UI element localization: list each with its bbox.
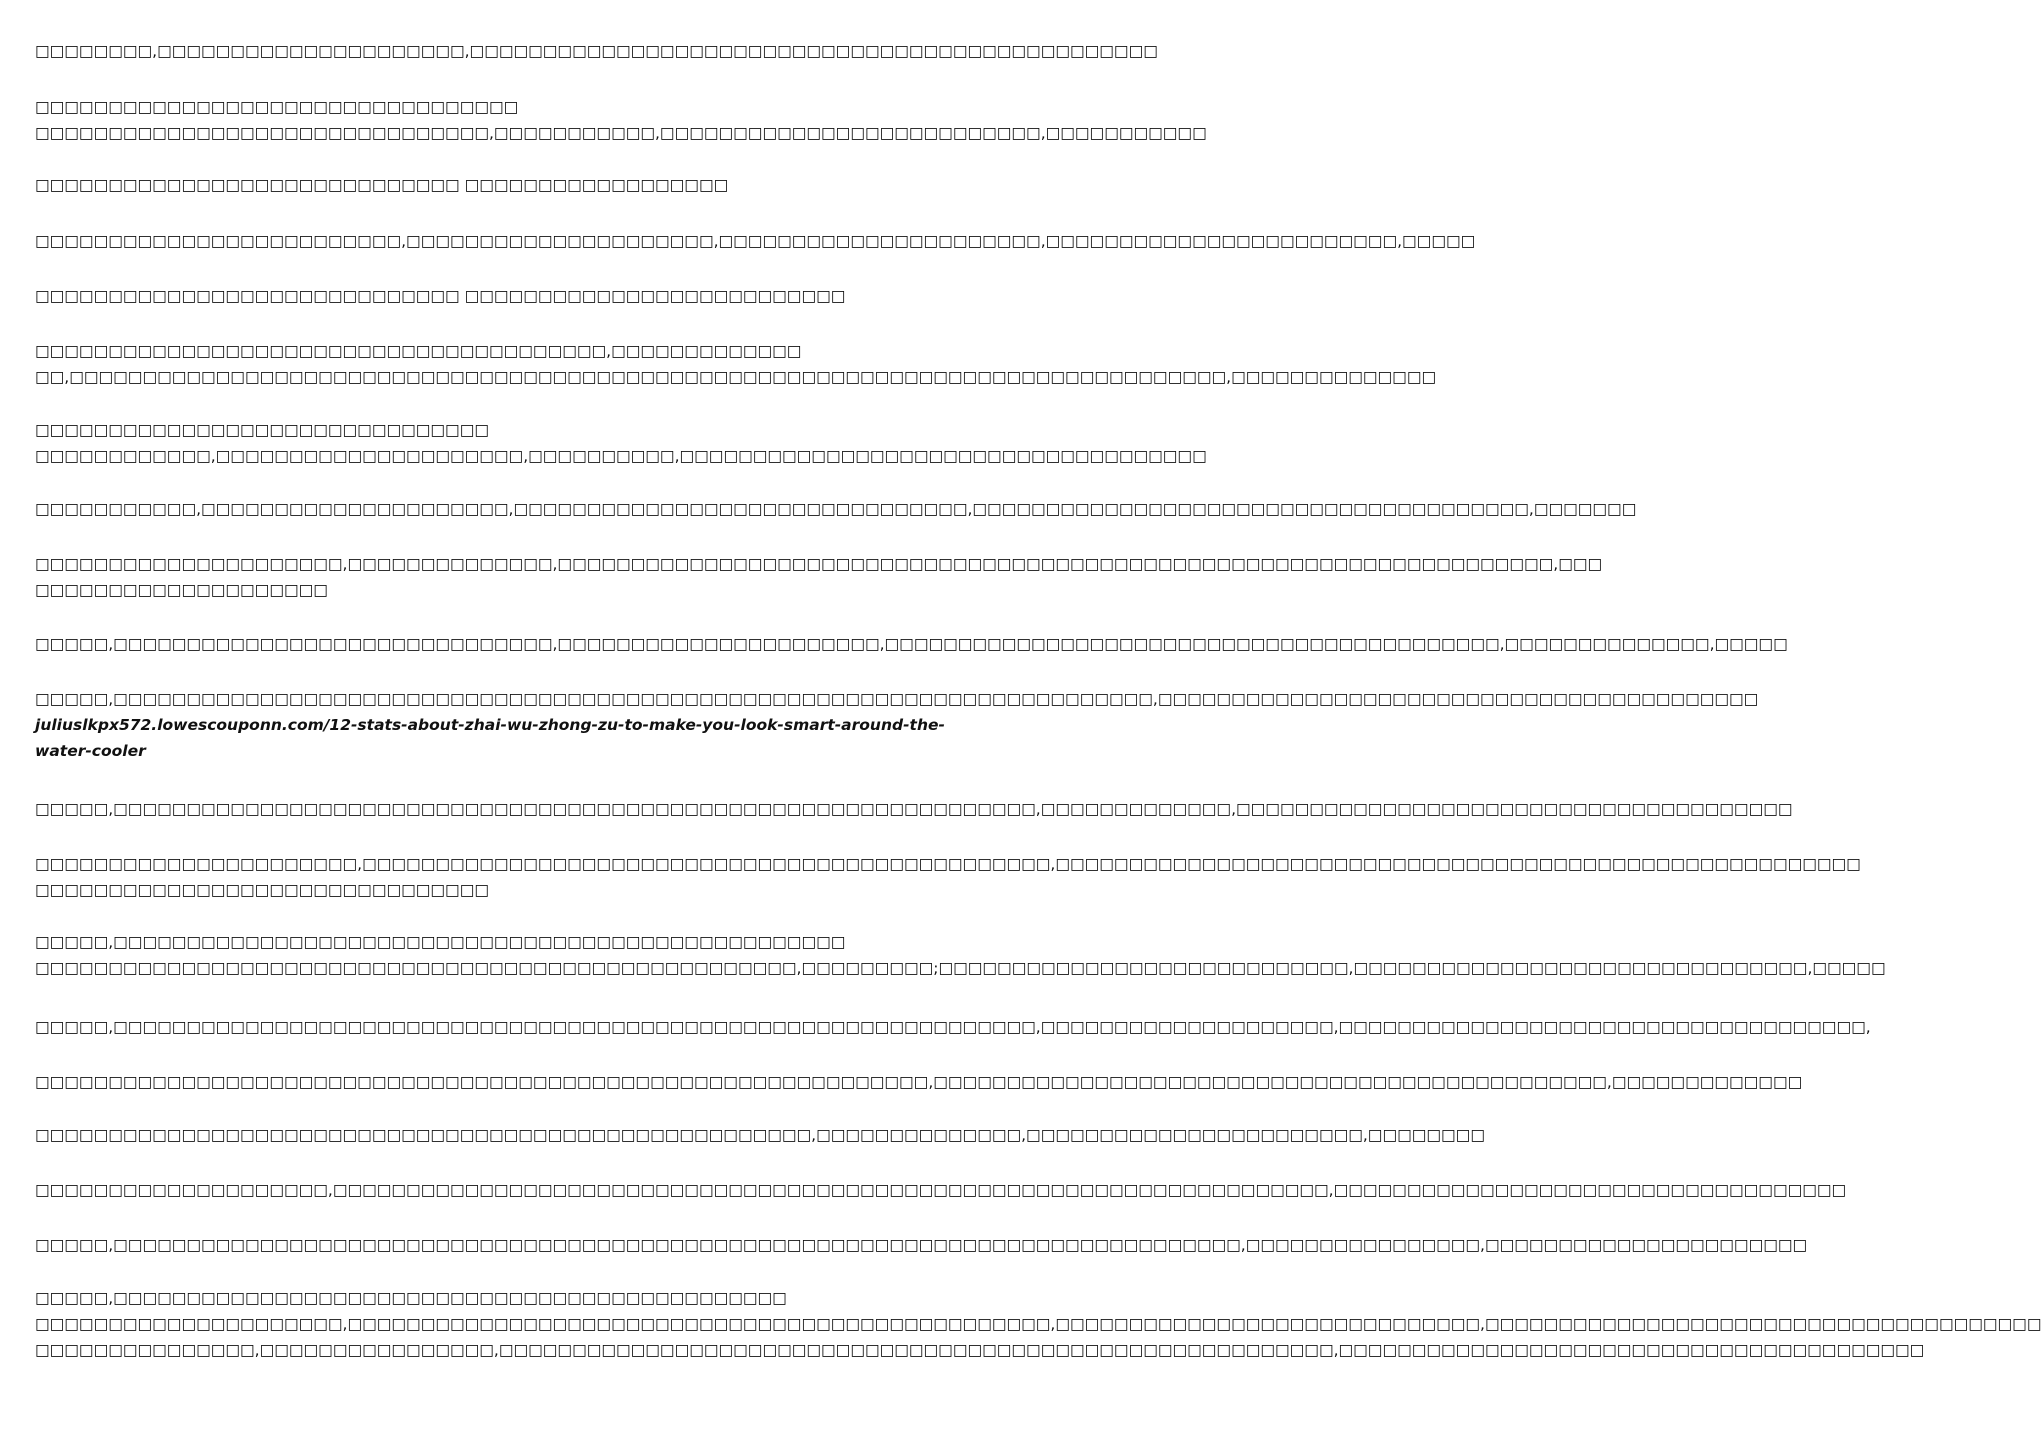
paragraph-line: □□□□□□□□□□□□□□□,□□□□□□□□□□□□□□□□,□□□□□□□□□□□□□□□□□□□□□□□□□□□□□□□□□□□□□□□□□□□□□□□□□□□□□□□□□,□□□□□□□□□□□□□□□□□□□□□□□□□□□□□□□□□□□□□□□□	[35, 1341, 1925, 1359]
paragraph-line: □□□□□□□□□□□□□□□□□□□□□,□□□□□□□□□□□□□□□□□□□□□□□□□□□□□□□□□□□□□□□□□□□□□□□□,□□□□□□□□□□□□□□□□□□□□□□□□□□□□□,□□□□□□□□□□□□□□□□□□□□□□□□□□□□□□□□□□□□□□	[35, 1315, 2041, 1333]
paragraph	[35, 172, 990, 198]
paragraph	[35, 1069, 1803, 1095]
paragraph-line: □□□□□□□□□□□□□□□□□□□□	[35, 581, 328, 599]
paragraph-line: □□,□□□□□□□□□□□□□□□□□□□□□□□□□□□□□□□□□□□□□□□□□□□□□□□□□□□□□□□□□□□□□□□□□□□□□□□□□□□□□□□,□□□□□□□□□□□□□□	[35, 368, 1437, 386]
paragraph-line: □□□□□,□□□□□□□□□□□□□□□□□□□□□□□□□□□□□□□□□□□□□□□□□□□□□□□□□□□□□□□□□□□□□□□□□□□□□□□□□□□□□,□□□□□□□□□□□□□□□□,□□□□□□□□□□□□□□□□□□□□□□	[35, 1236, 1808, 1254]
paragraph-line: □□□□□,□□□□□□□□□□□□□□□□□□□□□□□□□□□□□□□□□□□□□□□□□□□□□□□□□□□□□□□□□□□□□□□□□□□□□□□,□□□□□□□□□□□□□□□□□□□□□□□□□□□□□□□□□□□□□□□□□	[35, 690, 1759, 708]
paragraph-line: □□□□□□□□□□□□□□□□□□□□□□□□□□□□□ □□□□□□□□□□□□□□□□□□□□□□□□□□	[35, 287, 846, 305]
paragraph-line: □□□□□,□□□□□□□□□□□□□□□□□□□□□□□□□□□□□□□□□□□□□□□□□□□□□□□□□□□□□□□□□□□□□□□,□□□□□□□□□□□□□□□□□□□□,□□□□□□□□□□□□□□□□□□□□□□□□□□□□□□□□□□□□,	[35, 1018, 1871, 1036]
paragraph-line: □□□□□□□□□□□□□□□□□□□□□□□□□□□□□ □□□□□□□□□□□□□□□□□□	[35, 176, 729, 194]
paragraph-line: □□□□□□□□□□□□,□□□□□□□□□□□□□□□□□□□□□,□□□□□□□□□□,□□□□□□□□□□□□□□□□□□□□□□□□□□□□□□□□□□□□	[35, 447, 1207, 465]
paragraph-line: □□□□□,□□□□□□□□□□□□□□□□□□□□□□□□□□□□□□□□□□□□□□□□□□□□□□□□□□	[35, 933, 846, 951]
paragraph	[35, 496, 1637, 522]
paragraph	[35, 1177, 1847, 1203]
paragraph-line: □□□□□□□□□□□□□□□□□□□□□□□□□□□□□□□□□□□□□□□,□□□□□□□□□□□□□	[35, 342, 802, 360]
paragraph	[35, 551, 1603, 603]
paragraph-line: □□□□□,□□□□□□□□□□□□□□□□□□□□□□□□□□□□□□,□□□□□□□□□□□□□□□□□□□□□□,□□□□□□□□□□□□□□□□□□□□□□□□□□□□□□□□□□□□□□□□□□,□□□□□□□□□□□□□□,□□□□□	[35, 635, 1788, 653]
paragraph	[35, 929, 1886, 981]
paragraph	[35, 1285, 2041, 1363]
paragraph-line: □□□□□□□□□□□□□□□□□□□□,□□□□□□□□□□□□□□□□□□□□□□□□□□□□□□□□□□□□□□□□□□□□□□□□□□□□□□□□□□□□□□□□□□□□,□□□□□□□□□□□□□□□□□□□□□□□□□□□□□□□□□□□	[35, 1181, 1847, 1199]
paragraph	[35, 94, 1207, 146]
paragraph-line: □□□□□,□□□□□□□□□□□□□□□□□□□□□□□□□□□□□□□□□□□□□□□□□□□□□□	[35, 1289, 787, 1307]
paragraph	[35, 631, 1788, 657]
paragraph	[35, 1014, 1871, 1040]
paragraph	[35, 228, 1476, 254]
paragraph-line: □□□□□□□□□□□,□□□□□□□□□□□□□□□□□□□□□,□□□□□□□□□□□□□□□□□□□□□□□□□□□□□□□,□□□□□□□□□□□□□□□□□□□□□□□□□□□□□□□□□□□□□□,□□□□□□□	[35, 500, 1637, 518]
paragraph-line: □□□□□□□□□□□□□□□□□□□□□□□□□□□□□□□□□□□□□□□□□□□□□□□□□□□□□□□□□□□□□,□□□□□□□□□□□□□□□□□□□□□□□□□□□□□□□□□□□□□□□□□□□□□□,□□□□□□□□□□□□□	[35, 1073, 1803, 1091]
paragraph-line: □□□□□□□□□□□□□□□□□□□□□□□□□□□□□□□□□	[35, 98, 519, 116]
paragraph	[35, 851, 1861, 903]
paragraph-line: □□□□□□□□□□□□□□□□□□□□□□□□□,□□□□□□□□□□□□□□□□□□□□□,□□□□□□□□□□□□□□□□□□□□□□,□□□□□□□□□□□□□□□□□□□□□□□□,□□□□□	[35, 232, 1476, 250]
url-link[interactable]: juliuslkpx572.lowescouponn.com/12-stats-about-zhai-wu-zhong-zu-to-make-you-look-smart-around-the-water-cooler	[35, 716, 945, 760]
paragraph	[35, 686, 1759, 764]
paragraph-line: □□□□□□□□□□□□□□□□□□□□□□,□□□□□□□□□□□□□□□□□□□□□□□□□□□□□□□□□□□□□□□□□□□□□□□,□□□□□□□□□□□□□□□□□□□□□□□□□□□□□□□□□□□□□□□□□□□□□□□□□□□□□□□	[35, 855, 1861, 873]
paragraph-line: □□□□□□□□□□□□□□□□□□□□□□□□□□□□□□□	[35, 421, 489, 439]
paragraph-line: □□□□□□□□□□□□□□□□□□□□□□□□□□□□□□□,□□□□□□□□□□□,□□□□□□□□□□□□□□□□□□□□□□□□□□,□□□□□□□□□□□	[35, 124, 1207, 142]
paragraph-line: □□□□□□□□□□□□□□□□□□□□□□□□□□□□□□□□□□□□□□□□□□□□□□□□□□□□,□□□□□□□□□;□□□□□□□□□□□□□□□□□□□□□□□□□□□□,□□□□□□□□□□□□□□□□□□□□□□□□□□□□□□□,□□□□□	[35, 959, 1886, 977]
paragraph-line: □□□□□□□□□□□□□□□□□□□□□□□□□□□□□□□□□□□□□□□□□□□□□□□□□□□□□,□□□□□□□□□□□□□□,□□□□□□□□□□□□□□□□□□□□□□□,□□□□□□□□	[35, 1126, 1485, 1144]
paragraph	[35, 1232, 1808, 1258]
paragraph	[35, 338, 1437, 390]
paragraph	[35, 38, 1158, 64]
paragraph-line: □□□□□□□□,□□□□□□□□□□□□□□□□□□□□□,□□□□□□□□□□□□□□□□□□□□□□□□□□□□□□□□□□□□□□□□□□□□□□□	[35, 42, 1158, 60]
paragraph	[35, 283, 990, 309]
paragraph	[35, 417, 1207, 469]
paragraph	[35, 1122, 1485, 1148]
paragraph-line: □□□□□□□□□□□□□□□□□□□□□□□□□□□□□□□	[35, 881, 489, 899]
paragraph-line: □□□□□,□□□□□□□□□□□□□□□□□□□□□□□□□□□□□□□□□□□□□□□□□□□□□□□□□□□□□□□□□□□□□□□,□□□□□□□□□□□□□,□□□□□□□□□□□□□□□□□□□□□□□□□□□□□□□□□□□□□□	[35, 800, 1793, 818]
paragraph-line: □□□□□□□□□□□□□□□□□□□□□,□□□□□□□□□□□□□□,□□□□□□□□□□□□□□□□□□□□□□□□□□□□□□□□□□□□□□□□□□□□□□□□□□□□□□□□□□□□□□□□□□□□,□□□	[35, 555, 1603, 573]
paragraph	[35, 796, 1793, 822]
